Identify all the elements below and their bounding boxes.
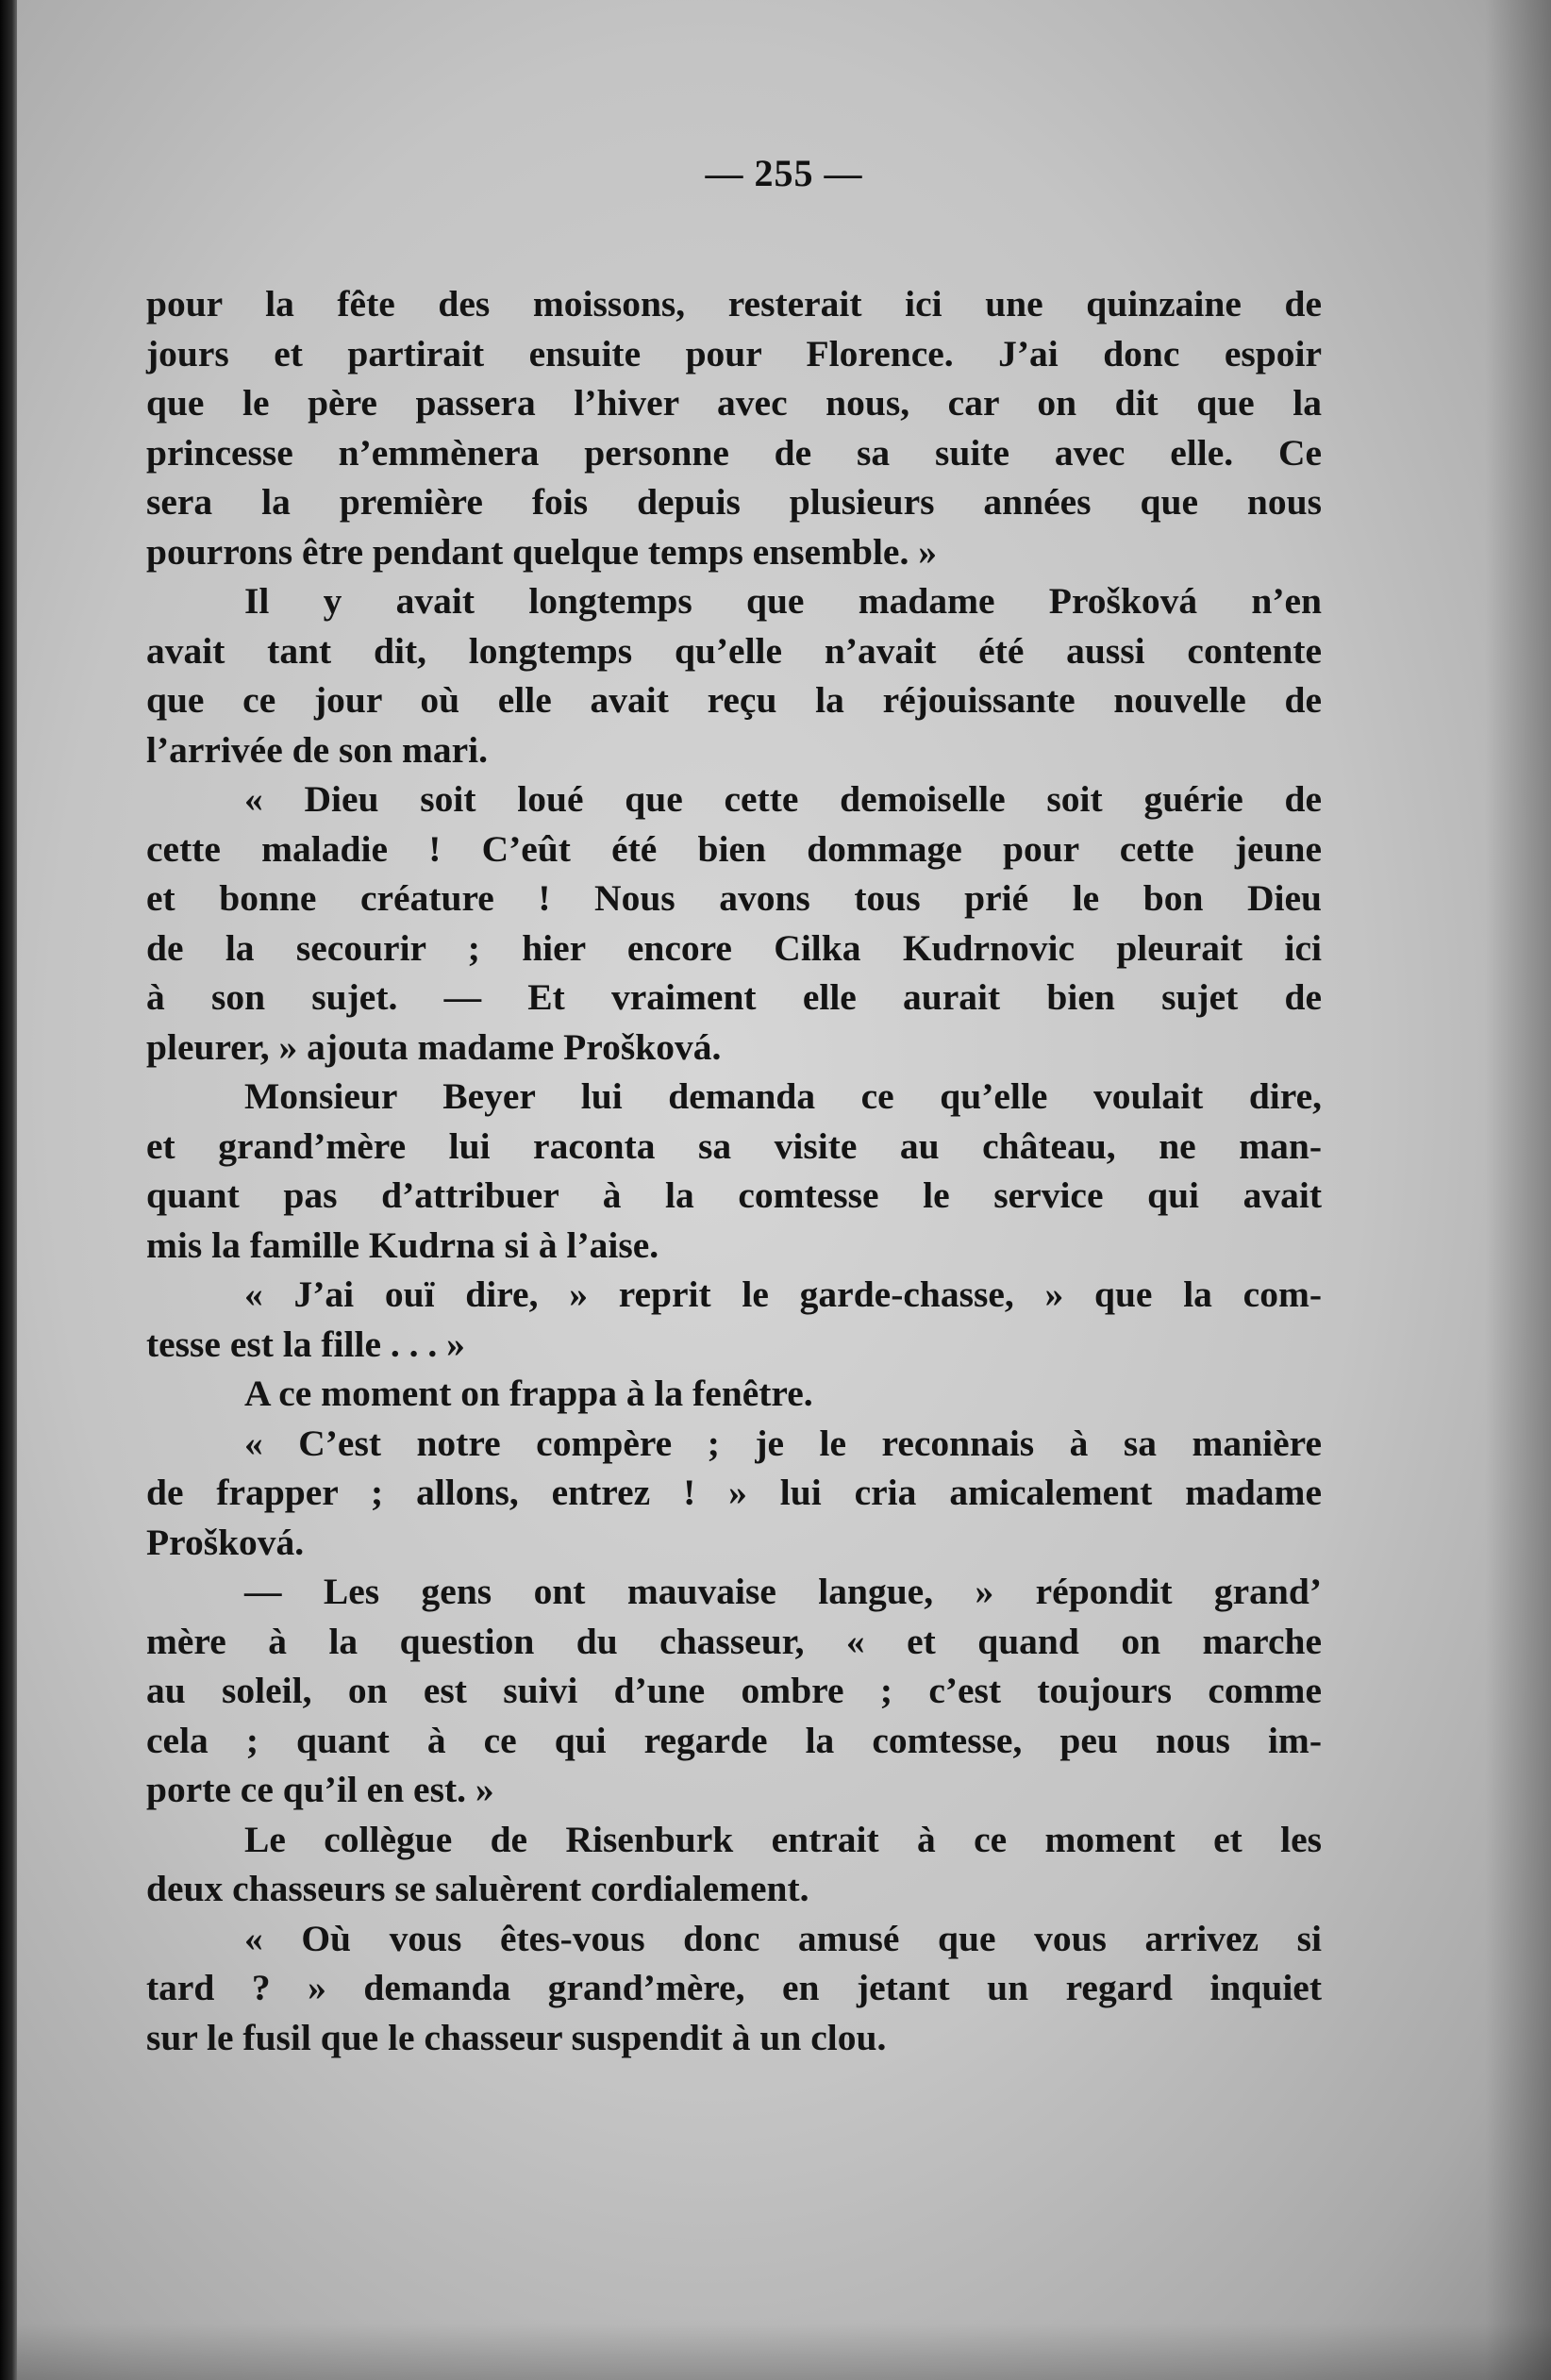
text-line: tesse est la fille . . . » xyxy=(146,1323,465,1365)
text-line: « Dieu soit loué que cette demoiselle soit guérie de xyxy=(244,778,1322,820)
text-line: que ce jour où elle avait reçu la réjouissante nouvelle de xyxy=(146,679,1322,721)
page-number: — 255 — xyxy=(705,152,863,194)
page-shadow-bottom xyxy=(17,2323,1551,2380)
text-line: cette maladie ! C’eût été bien dommage pour cette jeune xyxy=(146,827,1322,870)
text-line: l’arrivée de son mari. xyxy=(146,728,488,771)
text-line: pour la fête des moissons, resterait ici une quinzaine de xyxy=(146,283,1322,325)
text-line: à son sujet. — Et vraiment elle aurait bien sujet de xyxy=(146,976,1322,1018)
text-line: deux chasseurs se saluèrent cordialement. xyxy=(146,1868,809,1909)
text-line: sur le fusil que le chasseur suspendit à un clou. xyxy=(146,2016,887,2058)
book-page xyxy=(17,0,1551,2380)
text-line: de la secourir ; hier encore Cilka Kudrnovic pleurait ici xyxy=(146,926,1322,969)
text-line: et bonne créature ! Nous avons tous prié le bon Dieu xyxy=(146,877,1322,919)
text-line: cela ; quant à ce qui regarde la comtesse, peu nous im- xyxy=(146,1719,1322,1761)
text-line: A ce moment on frappa à la fenêtre. xyxy=(244,1373,813,1414)
text-line: mère à la question du chasseur, « et quand on marche xyxy=(146,1620,1322,1662)
text-line: et grand’mère lui raconta sa visite au château, ne man- xyxy=(146,1124,1322,1167)
text-line: Monsieur Beyer lui demanda ce qu’elle voulait dire, xyxy=(244,1075,1322,1117)
text-line: mis la famille Kudrna si à l’aise. xyxy=(146,1223,659,1266)
text-line: au soleil, on est suivi d’une ombre ; c’est toujours comme xyxy=(146,1670,1322,1711)
text-line: de frapper ; allons, entrez ! » lui cria amicalement madame xyxy=(146,1472,1322,1513)
text-line: que le père passera l’hiver avec nous, car on dit que la xyxy=(146,382,1322,424)
text-line: « Où vous êtes-vous donc amusé que vous arrivez si xyxy=(244,1917,1322,1959)
text-line: pourrons être pendant quelque temps ensemble. » xyxy=(146,530,937,573)
text-line: quant pas d’attribuer à la comtesse le service qui avait xyxy=(146,1174,1322,1216)
text-line: Prošková. xyxy=(146,1521,305,1563)
book-binding-edge xyxy=(0,0,17,2380)
text-line: princesse n’emmènera personne de sa suite avec elle. Ce xyxy=(146,431,1322,474)
text-line: tard ? » demanda grand’mère, en jetant un regard inquiet xyxy=(146,1967,1322,2008)
text-line: pleurer, » ajouta madame Prošková. xyxy=(146,1025,722,1068)
text-line: sera la première fois depuis plusieurs années que nous xyxy=(146,481,1322,523)
page-shadow-right xyxy=(1485,0,1551,2380)
text-line: « J’ai ouï dire, » reprit le garde-chasse, » que la com- xyxy=(244,1273,1322,1315)
text-line: — Les gens ont mauvaise langue, » répondit grand’ xyxy=(244,1571,1322,1612)
text-line: avait tant dit, longtemps qu’elle n’avait été aussi contente xyxy=(146,629,1322,672)
text-line: « C’est notre compère ; je le reconnais à sa manière xyxy=(244,1422,1322,1464)
body-text xyxy=(146,279,1322,2062)
text-line: Il y avait longtemps que madame Prošková n’en xyxy=(244,580,1322,622)
text-line: porte ce qu’il en est. » xyxy=(146,1769,494,1810)
text-line: jours et partirait ensuite pour Florence. J’ai donc espoir xyxy=(146,332,1322,374)
text-line: Le collègue de Risenburk entrait à ce moment et les xyxy=(244,1818,1322,1860)
